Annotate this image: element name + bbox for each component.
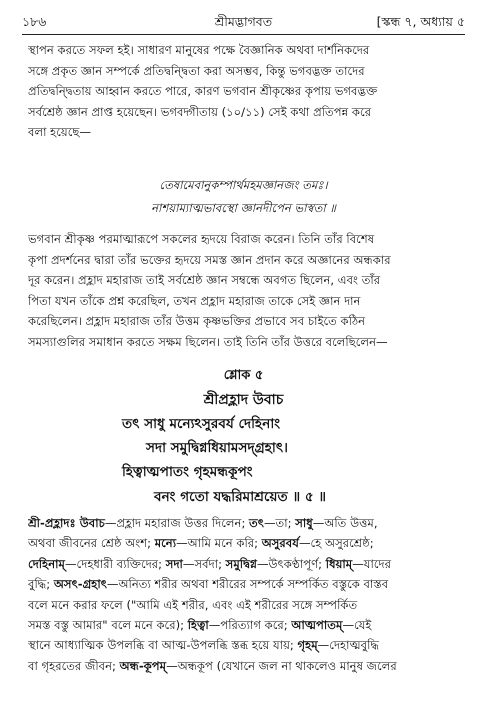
synonym-meaning: অথবা জীবনের শ্রেষ্ঠ অংশ; xyxy=(28,536,155,551)
synonym-meaning: সমস্ত বস্তু আমার" বলে মনে করে); xyxy=(28,618,188,633)
synonym-meaning: —দেহাত্মবুদ্ধি xyxy=(317,638,379,653)
synonym-term: তৎ xyxy=(249,516,264,530)
synonym-meaning: —যাদের xyxy=(352,556,391,571)
paragraph-line: পিতা যখন তাঁকে প্রশ্ন করেছিল, তখন প্রহ্লাদ মহারাজ তাকে সেই জ্ঞান দান xyxy=(28,293,361,308)
paragraph-line: ভগবান শ্রীকৃষ্ণ পরমাত্মারূপে সকলের হৃদয়ে বিরাজ করেন। তিনি তাঁর বিশেষ xyxy=(28,232,375,246)
paragraph-line: কৃপা প্রদর্শনের দ্বারা তাঁর ভক্তের হৃদয়ে সমস্ত জ্ঞান প্রদান করে অজ্ঞানের অন্ধকার xyxy=(28,252,391,267)
chapter-reference: [স্কন্ধ ৭, অধ্যায় ৫ xyxy=(376,14,465,29)
word-for-word-translation xyxy=(28,513,463,676)
synonym-line xyxy=(28,533,463,553)
synonym-meaning: —উৎকণ্ঠাপূর্ণ; xyxy=(256,556,326,571)
verse-speaker: শ্রীপ্রহ্লাদ উবাচ xyxy=(203,392,284,408)
synonym-line xyxy=(28,615,463,635)
synonym-term: গৃহম্ xyxy=(297,638,318,653)
synonym-term: সাধু xyxy=(295,516,313,530)
synonym-term: অসুরবর্য xyxy=(261,536,299,551)
synonym-line xyxy=(28,656,463,676)
paragraph-1 xyxy=(28,40,463,143)
synonym-meaning: —অতি উত্তম, xyxy=(312,516,378,530)
verse-line-1: তৎ সাধু মন্যেঽসুরবর্য দেহিনাং xyxy=(122,416,281,432)
paragraph-line: বলা হয়েছে— xyxy=(28,125,91,140)
synonym-meaning: —সর্বদা; xyxy=(182,556,226,571)
paragraph-line: সঙ্গে প্রকৃত জ্ঞান সম্পর্কে প্রতিদ্বন্দ্বিতা করা অসম্ভব, কিন্তু ভগবদ্ভক্ত তাদের xyxy=(28,63,365,78)
synonym-term: হিত্বা xyxy=(187,618,209,633)
synonym-term: আত্মপাতম্ xyxy=(291,618,343,633)
sanskrit-quote-line-1: তেষামেবানুকম্পার্থমহমজ্ঞানজং তমঃ। xyxy=(159,178,328,192)
verse-line-3: হিত্বাত্মপাতং গৃহমন্ধকূপং xyxy=(122,464,253,480)
synonym-term: শ্রী-প্রহ্লাদঃ উবাচ xyxy=(28,516,105,530)
synonym-meaning: বুদ্ধি; xyxy=(28,577,54,592)
synonym-meaning: স্থানে আধ্যাত্মিক উপলব্ধি বা আত্ম-উপলব্ধি স্তব্ধ হয়ে যায়; xyxy=(28,638,298,653)
synonym-meaning: —পরিত্যাগ করে; xyxy=(208,618,292,633)
paragraph-line: প্রতিদ্বন্দ্বিতায় আহ্বান করতে পারে, কারণ ভগবান শ্রীকৃষ্ণের কৃপায় ভগবদ্ভক্ত xyxy=(28,84,378,99)
verse-number: শ্লোক ৫ xyxy=(223,368,264,383)
verse-line-4: বনং গতো যদ্ধরিমাশ্রয়েত ॥ ৫ ॥ xyxy=(154,489,327,505)
synonym-meaning: —আমি মনে করি; xyxy=(176,536,262,551)
synonym-meaning: বলে মনে করার ফলে ("আমি এই শরীর, এবং এই শরীরের সঙ্গে সম্পর্কিত xyxy=(28,597,358,612)
synonym-term: সমুদ্বিগ্ন xyxy=(225,556,257,571)
synonym-line xyxy=(28,635,463,655)
page-number: ১৮৬ xyxy=(22,14,47,29)
running-title: শ্রীমদ্ভাগবত xyxy=(214,14,273,29)
paragraph-line: করেছিলেন। প্রহ্লাদ মহারাজ তাঁর উত্তম কৃষ্ণভক্তির প্রভাবে সব চাইতে কঠিন xyxy=(28,314,366,329)
synonym-meaning: —হে অসুরশ্রেষ্ঠ; xyxy=(298,536,374,551)
synonym-term: সদা xyxy=(165,556,183,571)
paragraph-line: দূর করেন। প্রহ্লাদ মহারাজ তাই সর্বশ্রেষ্ঠ জ্ঞান সম্বন্ধে অবগত ছিলেন, এবং তাঁর xyxy=(28,273,381,288)
synonym-meaning: —অনিত্য শরীর অথবা শরীরের সম্পর্কে সম্পর্কিত বস্তুকে বাস্তব xyxy=(106,577,389,592)
synonym-line xyxy=(28,513,463,533)
synonym-line xyxy=(28,595,463,615)
synonym-meaning: —দেহধারী ব্যক্তিদের; xyxy=(64,556,166,571)
synonym-meaning: —প্রহ্লাদ মহারাজ উত্তর দিলেন; xyxy=(104,516,250,530)
paragraph-line: সমস্যাগুলির সমাধান করতে সক্ষম ছিলেন। তাই তিনি তাঁর উত্তরে বলেছিলেন— xyxy=(28,334,388,349)
synonym-term: অসৎ-গ্রহাৎ xyxy=(53,577,107,592)
paragraph-line: সর্বশ্রেষ্ঠ জ্ঞান প্রাপ্ত হয়েছেন। ভগবদ্গীতায় (১০/১১) সেই কথা প্রতিপন্ন করে xyxy=(28,104,372,119)
synonym-term: দেহিনাম্ xyxy=(28,556,65,571)
synonym-meaning: —তা; xyxy=(263,516,296,530)
page-header xyxy=(22,14,465,32)
synonym-term: মন্যে xyxy=(154,536,177,551)
synonym-meaning: বা গৃহরতের জীবন; xyxy=(28,658,120,673)
header-divider xyxy=(22,34,465,35)
sanskrit-quote-line-2: নাশয়াম্যাত্মভাবস্থো জ্ঞানদীপেন ভাস্বতা ॥ xyxy=(151,201,336,215)
synonym-line xyxy=(28,554,463,574)
paragraph-2 xyxy=(28,229,463,353)
verse-line-2: সদা সমুদ্বিগ্নধিয়ামসদ্গ্রহাৎ। xyxy=(146,440,288,456)
synonym-meaning: —অন্ধকূপ (যেখানে জল না থাকলেও মানুষ জলের xyxy=(166,658,397,673)
synonym-meaning: —যেই xyxy=(342,618,372,633)
synonym-term: অন্ধ-কূপম্ xyxy=(119,658,167,673)
paragraph-line: স্থাপন করতে সফল হই। সাধারণ মানুষের পক্ষে বৈজ্ঞানিক অথবা দার্শনিকদের xyxy=(28,43,370,57)
synonym-term: ধিয়াম্ xyxy=(325,556,353,571)
synonym-line xyxy=(28,574,463,594)
